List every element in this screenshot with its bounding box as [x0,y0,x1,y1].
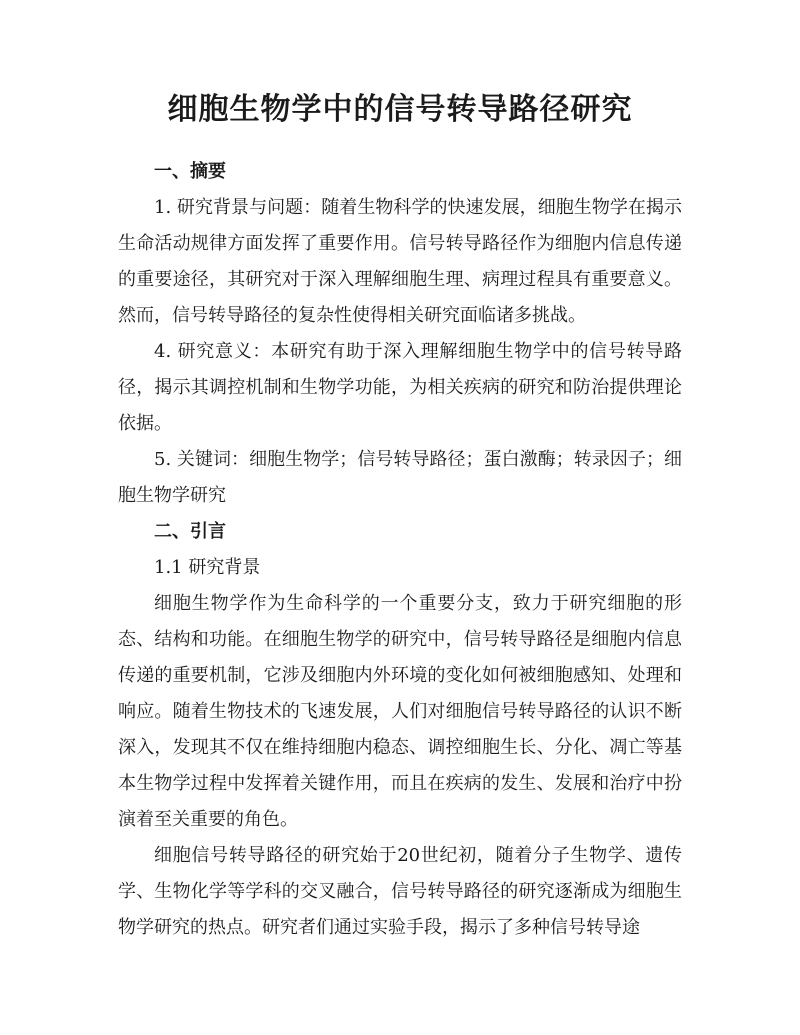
introduction-paragraph-1: 细胞生物学作为生命科学的一个重要分支，致力于研究细胞的形态、结构和功能。在细胞生物学的研究中，信号转导路径是细胞内信息传递的重要机制，它涉及细胞内外环境的变化如何被细胞感知、处理和响应。随着生物技术的飞速发展，人们对细胞信号转导路径的认识不断深入，发现其不仅在维持细胞内稳态、调控细胞生长、分化、凋亡等基本生物学过程中发挥着关键作用，而且在疾病的发生、发展和治疗中扮演着至关重要的角色。 [118,593,682,830]
abstract-section [118,154,682,514]
abstract-paragraph-keywords: 5. 关键词：细胞生物学；信号转导路径；蛋白激酶；转录因子；细胞生物学研究 [118,449,682,506]
abstract-paragraph-background: 1. 研究背景与问题：随着生物科学的快速发展，细胞生物学在揭示生命活动规律方面发挥了重要作用。信号转导路径作为细胞内信息传递的重要途径，其研究对于深入理解细胞生理、病理过程具有重要意义。然而，信号转导路径的复杂性使得相关研究面临诸多挑战。 [118,197,682,326]
abstract-paragraph-significance: 4. 研究意义：本研究有助于深入理解细胞生物学中的信号转导路径，揭示其调控机制和生物学功能，为相关疾病的研究和防治提供理论依据。 [118,341,682,434]
document-title: 细胞生物学中的信号转导路径研究 [167,92,633,127]
section-heading-introduction: 二、引言 [154,521,226,542]
introduction-section [118,514,682,946]
section-heading-abstract: 一、摘要 [154,161,226,182]
introduction-paragraph-2: 细胞信号转导路径的研究始于20世纪初，随着分子生物学、遗传学、生物化学等学科的交叉融合，信号转导路径的研究逐渐成为细胞生物学研究的热点。研究者们通过实验手段，揭示了多种信号转导途 [118,845,682,938]
subsection-heading-background: 1.1 研究背景 [154,557,261,578]
